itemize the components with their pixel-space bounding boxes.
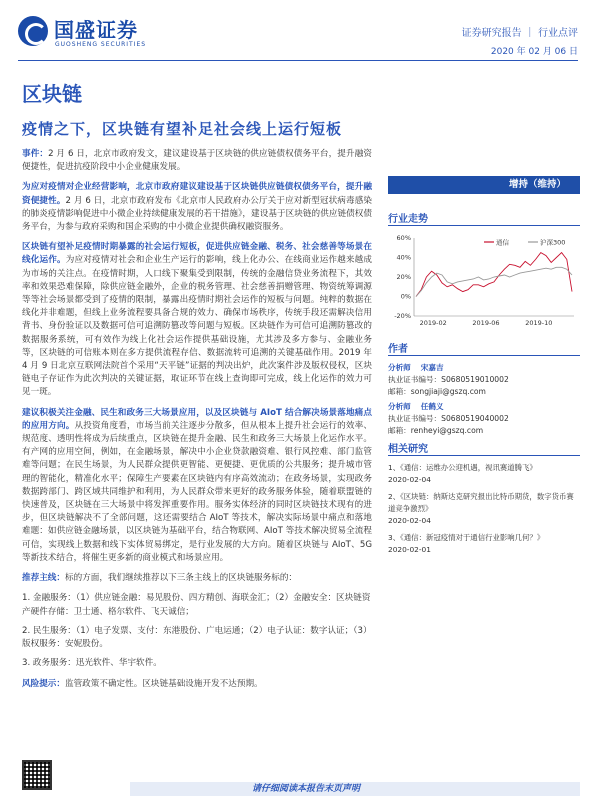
- related-date: 2020-02-04: [388, 516, 431, 525]
- legend-label: 通信: [496, 238, 509, 247]
- y-tick-label: 20%: [396, 273, 411, 281]
- trend-divider: [388, 225, 580, 226]
- x-tick-label: 2019-02: [419, 319, 447, 327]
- list-item: 3. 政务服务：迅光软件、华宇软件。: [22, 658, 162, 669]
- report-headline: 疫情之下，区块链有望补足社会线上运行短板: [22, 120, 343, 138]
- logo-text-en: GUOSHENG SECURITIES: [55, 41, 147, 48]
- paragraph-3: [22, 241, 372, 399]
- report-date: 2020 年 02 月 06 日: [490, 47, 578, 57]
- trend-section-title: 行业走势: [388, 214, 428, 225]
- author-role: 分析师: [388, 363, 411, 372]
- author-divider: [388, 355, 580, 356]
- series-line-telecom: [416, 253, 572, 297]
- author-list: [388, 362, 580, 440]
- x-tick-label: 2019-10: [525, 319, 553, 327]
- y-tick-label: 40%: [396, 253, 411, 262]
- recommendation-paragraph: [22, 572, 372, 585]
- related-list: [388, 462, 580, 561]
- author-cert: 执业证书编号：S0680519010002: [388, 375, 509, 384]
- list-item: 1. 金融服务：（1）供应链金融：易见股份、四方精创、海联金汇；（2）金融安全：区块链资产硬件存储：卫士通、格尔软件、飞天诚信；: [22, 593, 371, 617]
- paragraph-4-highlight: 建议积极关注金融、民生和政务三大场景应用，以及区块链与 AIoT 结合解决场景落地痛点的应用方向。: [22, 407, 372, 431]
- author-section-title: 作者: [388, 344, 408, 355]
- related-item[interactable]: [388, 491, 580, 527]
- recommendation-label: 推荐主线：: [22, 573, 65, 584]
- related-item[interactable]: [388, 532, 580, 556]
- paragraph-3-highlight: 区块链有望补足疫情时期暴露的社会运行短板，促进供应链金融、税务、社会慈善等场景在线化运作。: [22, 242, 372, 266]
- related-item[interactable]: [388, 462, 580, 486]
- report-body: [22, 148, 372, 699]
- author-entry: [388, 362, 580, 398]
- event-paragraph: [22, 148, 372, 174]
- author-entry: [388, 401, 580, 437]
- y-tick-label: 0%: [400, 292, 411, 301]
- paragraph-4-text: 从投资角度看，市场当前关注逐步分散多，但从根本上提升社会运行的效率、规范度、透明性将成为后续重点，区块链在提升金融、民生和政务三大场景上化运作水平。有产网的应用空间，例如，在金融场景，解决中小企业贷款融资难、银行风控难、部门监管难等问题；在民生场景，为人民群众提供更智能、更便捷、更优质的公共服务；提升城市管理的智能化，精准化水平；保障生产要素在区块链内有序高效流动；在政务场景，实现政务数据跨部门、跨区域共同维护和利用，为人民群众带来更好的政务服务体验，随着联盟链的快速普及，区块链在三大场景中将发挥重要作用。服务实体经济的同时区块链技术现有的进步，但区块链解决不了全部问题，这还需要结合 AIoT 等技术，解决实际场景中痛点和落地难题：如供应链金融场景，以区块链为基础平台，结合物联网、AIoT 等技术解决贸易全流程可信，实现线上数据和线下实体贸易绑定，是行业发展的大方向。随着区块链与 AIoT、5G 等新技术结合，将催生更多新的商业模式和场景应用。: [22, 420, 372, 563]
- logo-text-cn: 国盛证券: [54, 18, 138, 42]
- paragraph-2: [22, 181, 372, 234]
- rating-badge: 增持（维持）: [388, 176, 580, 194]
- y-tick-label: -20%: [394, 312, 411, 320]
- related-title: 3、《通信：新冠疫情对于通信行业影响几何？》: [388, 533, 545, 542]
- author-role: 分析师: [388, 402, 411, 411]
- event-label: 事件：: [22, 149, 49, 159]
- logo-icon: [18, 16, 48, 46]
- related-date: 2020-02-04: [388, 475, 431, 484]
- qr-code: [22, 760, 52, 790]
- report-type: 证券研究报告 ｜ 行业点评: [461, 28, 578, 39]
- industry-trend-chart: [388, 230, 580, 330]
- paragraph-3-text: 为应对疫情对社会和企业生产运行的影响，线上化办公、在线商业运作越来越成为市场的关注点。在疫情时期，人口线下聚集受到限制，传统的金融信贷业务流程下，其效率和效果恐难保障，除供应链金融外，企业的税务管理、社会慈善捐赠管理、物资统筹调源等等社会场景都受到了疫情的限制，暴露出疫情时期社会运作的短板与问题。纯粹的数据在线化并非难题，但线上业务流程要具备合规的效力、确保市场秩序，传统手段还需解决信用背书、身份验证以及数据可信可追溯防篡改等问题与短板。区块链作为可信可追溯防篡改的数据服务系统，可有效作为线上化社会运作提供基础设施，尤其涉及多方参与、金融业务等，区块链的可信账本则在多方提供流程存信、数据流转可追溯的关键基础作用。2019 年 4 月 9 日北京互联网法院首个采用“天平链”证据的判决出炉，此次案件涉及版权侵权，区块链电子存证作为此次判决的关键证据，取证环节在线上查询即可完成，线上化运作的效力可见一斑。: [22, 255, 372, 398]
- author-name: 任鹤义: [420, 402, 444, 411]
- sector-title: 区块链: [22, 82, 82, 106]
- company-logo: [18, 14, 188, 54]
- related-divider: [388, 455, 580, 456]
- author-cert: 执业证书编号：S0680519040002: [388, 414, 509, 423]
- legend-label: 沪深300: [540, 238, 566, 247]
- header-divider: [18, 60, 578, 61]
- risk-label: 风险提示：: [22, 679, 65, 690]
- author-email[interactable]: 邮箱：renheyi@gszq.com: [388, 426, 484, 435]
- related-section-title: 相关研究: [388, 444, 428, 455]
- list-item: 2. 民生服务：（1）电子发票、支付：东港股份、广电运通；（2）电子认证：数字认证；（3）版权服务：安妮股份。: [22, 625, 372, 649]
- recommendation-text: 标的方面，我们继续推荐以下三条主线上的区块链服务标的：: [64, 573, 298, 584]
- footer-disclaimer: 请仔细阅读本报告末页声明: [251, 784, 360, 794]
- y-tick-label: 60%: [396, 234, 411, 242]
- author-email[interactable]: 邮箱：songjiaji@gszq.com: [388, 387, 486, 396]
- x-tick-label: 2019-06: [472, 319, 500, 327]
- risk-paragraph: [22, 678, 372, 691]
- paragraph-2-highlight: 为应对疫情对企业经营影响，北京市政府建议建设基于区块链供应链债权债务平台，提升融资便捷性。: [22, 182, 372, 206]
- paragraph-2-text: 2 月 6 日，北京市政府发布《北京市人民政府办公厅关于应对新型冠状病毒感染的肺炎疫情影响促进中小微企业持续健康发展的若干措施》，建设基于区块链的供应链债权债务平台，为参与政府采购和国企采购的中小微企业提供确权融资服务。: [22, 195, 372, 233]
- author-name: 宋嘉吉: [420, 363, 444, 372]
- related-title: 1、《通信：运维办公迎机遇，视讯赛道腾飞》: [388, 463, 537, 472]
- related-date: 2020-02-01: [388, 545, 431, 554]
- paragraph-4: [22, 407, 372, 565]
- event-text: 2 月 6 日，北京市政府发文，建议建设基于区块链的供应链债权债务平台，提升融资便捷性，促进抗疫阶段中小企业健康发展。: [22, 149, 372, 173]
- related-title: 2、《区块链：纳斯达克研究报出比特币期货，数字货币赛道竞争激烈》: [388, 492, 574, 513]
- risk-text: 监管政策不确定性。区块链基础设施开发不达预期。: [64, 679, 263, 690]
